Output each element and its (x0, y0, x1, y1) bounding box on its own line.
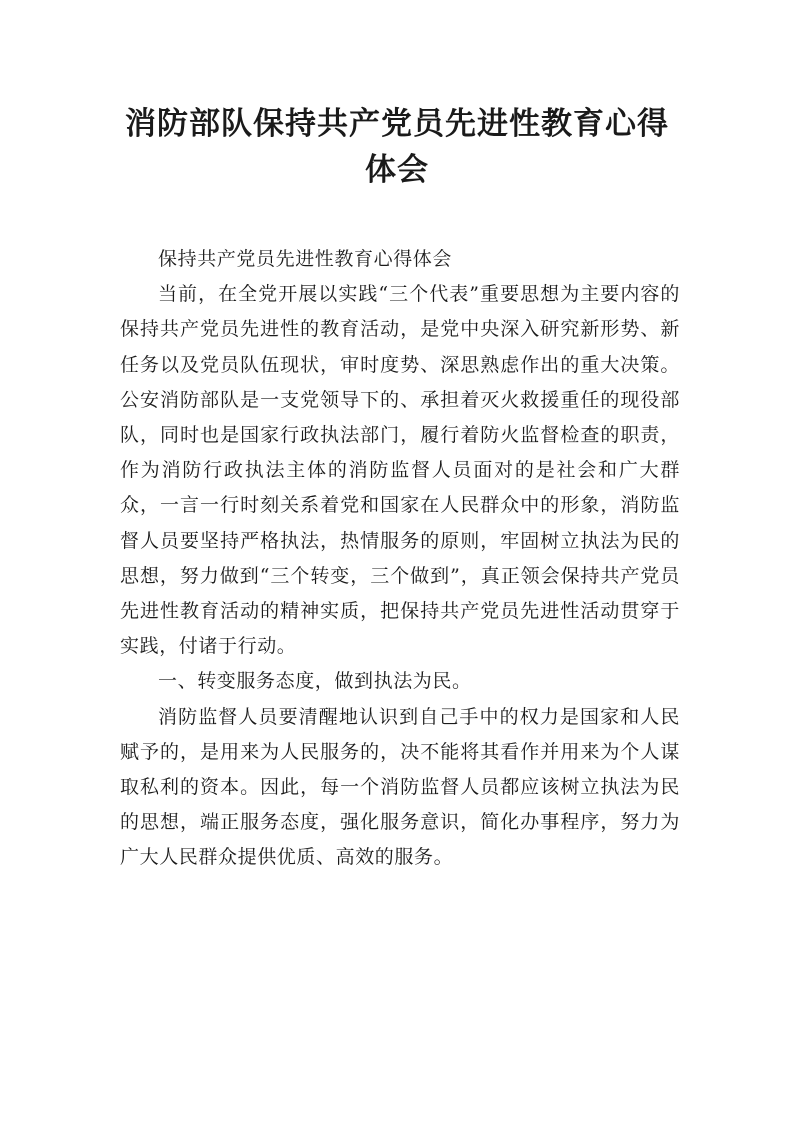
document-title: 消防部队保持共产党员先进性教育心得体会 (125, 106, 669, 188)
intro-paragraph: 当前，在全党开展以实践“三个代表”重要思想为主要内容的保持共产党员先进性的教育活动，是党中央深入研究新形势、新任务以及党员队伍现状，审时度势、深思熟虑作出的重大决策。公安消防部队是一支党领导下的、承担着灭火救援重任的现役部队，同时也是国家行政执法部门，履行着防火监督检查的职责，作为消防行政执法主体的消防监督人员面对的是社会和广大群众，一言一行时刻关系着党和国家在人民群众中的形象，消防监督人员要坚持严格执法，热情服务的原则，牢固树立执法为民的思想，努力做到“三个转变，三个做到”，真正领会保持共产党员先进性教育活动的精神实质，把保持共产党员先进性活动贯穿于实践，付诸于行动。 (120, 283, 680, 658)
body-paragraph: 消防监督人员要清醒地认识到自己手中的权力是国家和人民赋予的，是用来为人民服务的，决不能将其看作并用来为个人谋取私利的资本。因此，每一个消防监督人员都应该树立执法为民的思想，端正服务态度，强化服务意识，简化办事程序，努力为广大人民群众提供优质、高效的服务。 (120, 705, 680, 869)
section-heading: 一、转变服务态度，做到执法为民。 (158, 670, 472, 693)
document-body (120, 242, 680, 876)
subtitle-paragraph: 保持共产党员先进性教育心得体会 (158, 248, 453, 270)
